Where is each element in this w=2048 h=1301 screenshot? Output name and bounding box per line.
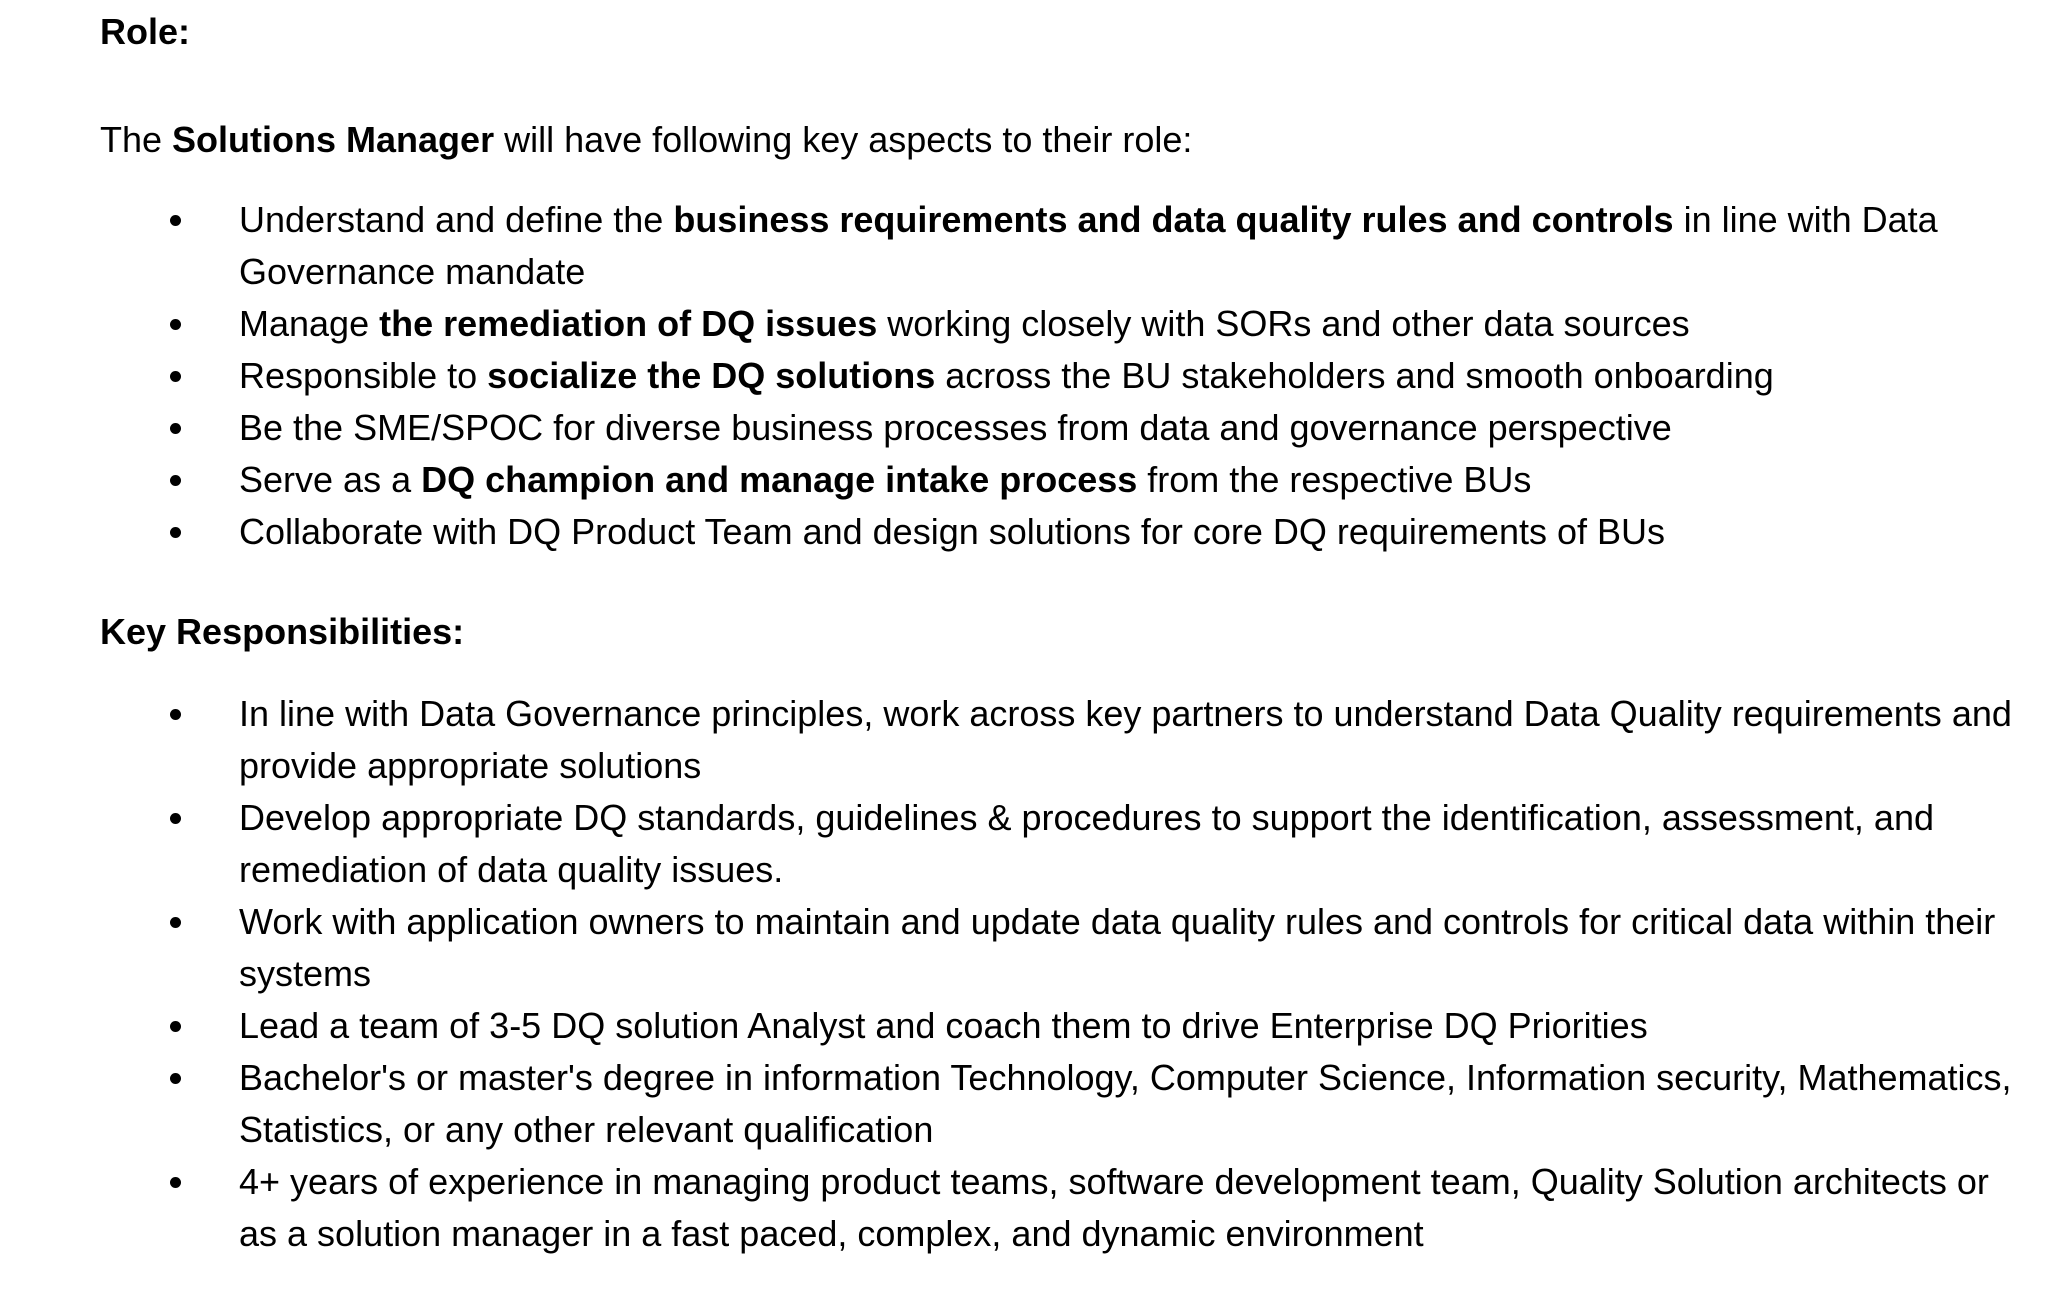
role-intro (100, 114, 2020, 166)
item-bold-text: the remediation of DQ issues (379, 303, 878, 344)
bullet-icon (170, 709, 181, 720)
item-text: Understand and define the (239, 199, 674, 240)
item-text: across the BU stakeholders and smooth onboarding (935, 355, 1774, 396)
item-bold-text: DQ champion and manage intake process (421, 459, 1138, 500)
bullet-icon (170, 813, 181, 824)
bullet-icon (170, 527, 181, 538)
bullet-icon (170, 423, 181, 434)
item-text: from the respective BUs (1137, 459, 1532, 500)
intro-prefix: The (100, 119, 173, 160)
intro-bold-title: Solutions Manager (172, 119, 495, 160)
bullet-icon (170, 1073, 181, 1084)
role-list (100, 194, 2020, 558)
responsibility-list-item (100, 792, 2020, 896)
document-body (100, 0, 2020, 1260)
item-bold-text: socialize the DQ solutions (487, 355, 936, 396)
bullet-icon (170, 215, 181, 226)
bullet-icon (170, 475, 181, 486)
item-text: 4+ years of experience in managing product teams, software development team, Quality Solution architects or as a solution manager in a fast paced, complex, and dynamic environment (239, 1161, 1989, 1254)
bullet-icon (170, 371, 181, 382)
responsibility-list-item (100, 1052, 2020, 1156)
bullet-icon (170, 1177, 181, 1188)
responsibilities-heading: Key Responsibilities: (100, 611, 465, 652)
role-list-item (100, 194, 2020, 298)
responsibility-list-item (100, 896, 2020, 1000)
responsibility-list-item (100, 1156, 2020, 1260)
bullet-icon (170, 1021, 181, 1032)
role-list-item (100, 402, 2020, 454)
role-list-item (100, 350, 2020, 402)
item-text: Be the SME/SPOC for diverse business processes from data and governance perspective (239, 407, 1672, 448)
role-list-item (100, 454, 2020, 506)
item-text: Manage (239, 303, 380, 344)
role-heading: Role: (100, 11, 190, 52)
item-text: Serve as a (239, 459, 422, 500)
item-text: Lead a team of 3-5 DQ solution Analyst and coach them to drive Enterprise DQ Priorities (239, 1005, 1648, 1046)
item-bold-text: business requirements and data quality rules and controls (673, 199, 1674, 240)
bullet-icon (170, 917, 181, 928)
item-text: Collaborate with DQ Product Team and design solutions for core DQ requirements of BUs (239, 511, 1666, 552)
bullet-icon (170, 319, 181, 330)
item-text: Develop appropriate DQ standards, guidelines & procedures to support the identification, assessment, and remediation of data quality issues. (239, 797, 1934, 890)
item-text: working closely with SORs and other data sources (877, 303, 1690, 344)
item-text: in line with Data Governance mandate (239, 199, 1938, 292)
role-list-item (100, 298, 2020, 350)
role-list-item (100, 506, 2020, 558)
item-text: Work with application owners to maintain and update data quality rules and controls for critical data within their systems (239, 901, 1996, 994)
responsibilities-list (100, 688, 2020, 1260)
item-text: In line with Data Governance principles, work across key partners to understand Data Quality requirements and provide appropriate solutions (239, 693, 2012, 786)
intro-suffix: will have following key aspects to their role: (494, 119, 1193, 160)
item-text: Responsible to (239, 355, 488, 396)
item-text: Bachelor's or master's degree in information Technology, Computer Science, Information security, Mathematics, Statistics, or any other relevant qualification (239, 1057, 2012, 1150)
responsibility-list-item (100, 688, 2020, 792)
responsibility-list-item (100, 1000, 2020, 1052)
